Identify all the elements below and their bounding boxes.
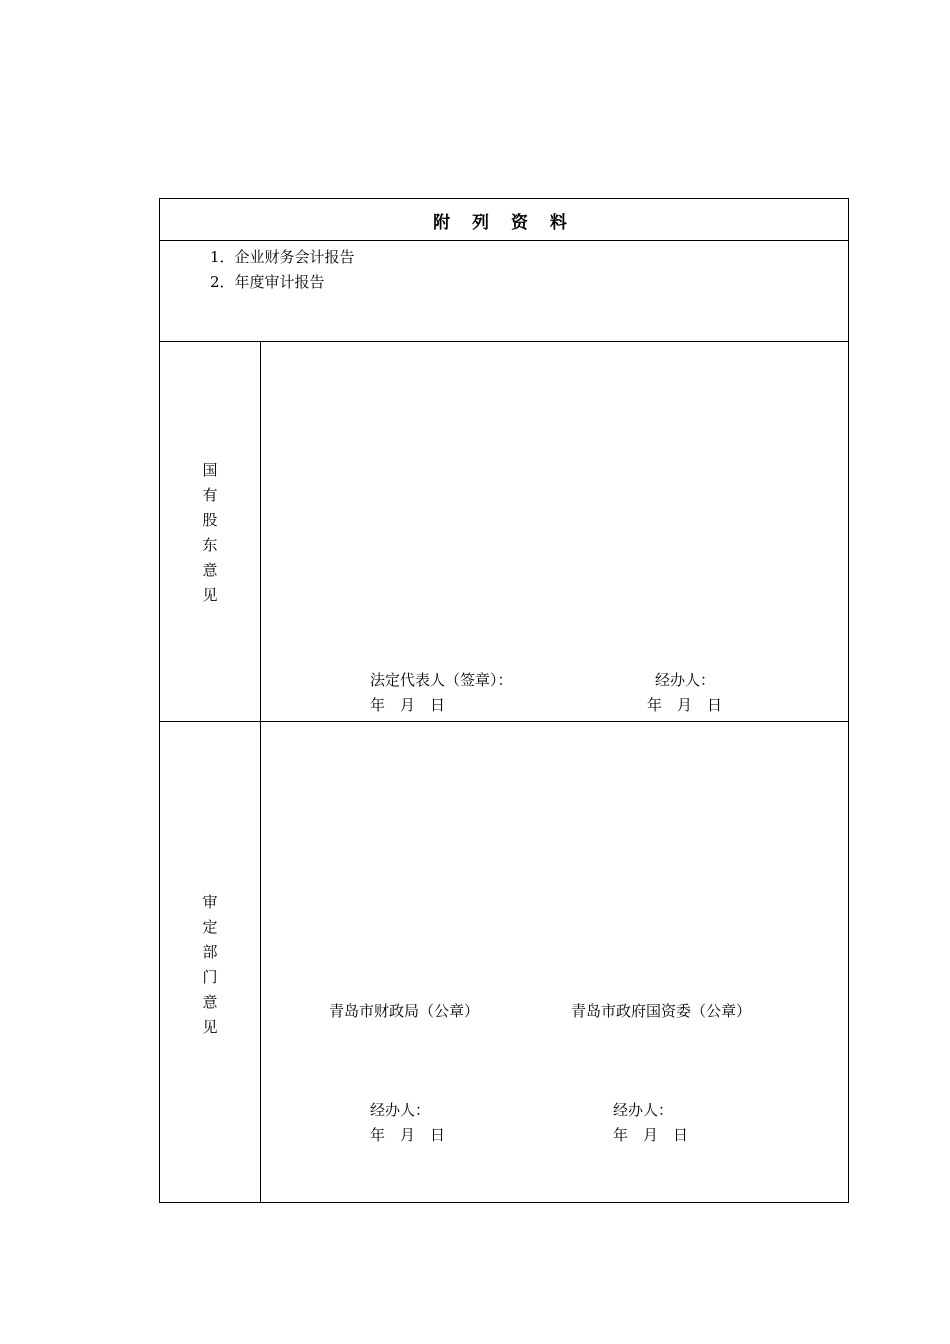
shareholder-handler-label: 经办人： — [655, 671, 716, 689]
label-char: 意 — [202, 993, 218, 1011]
label-char: 定 — [202, 918, 218, 936]
review-date-left: 年 月 日 — [370, 1126, 446, 1144]
form-title: 附 列 资 料 — [433, 213, 575, 233]
shareholder-opinion-label — [160, 458, 260, 608]
label-char: 部 — [202, 943, 218, 961]
review-opinion-label — [160, 890, 260, 1040]
label-column-divider — [260, 341, 261, 1202]
label-char: 股 — [202, 511, 218, 529]
review-date-right: 年 月 日 — [613, 1126, 689, 1144]
shareholder-date-right: 年 月 日 — [647, 696, 723, 714]
label-char: 见 — [202, 586, 218, 604]
attachments-divider — [160, 341, 848, 342]
attachment-item-1: 1．企业财务会计报告 — [210, 248, 355, 266]
label-char: 审 — [202, 893, 218, 911]
legal-rep-signature-label: 法定代表人（签章）： — [370, 671, 513, 689]
label-char: 东 — [202, 536, 218, 554]
attachment-form-table — [159, 198, 849, 1203]
review-handler-right-label: 经办人： — [613, 1101, 674, 1119]
label-char: 国 — [202, 461, 218, 479]
sasac-seal-label: 青岛市政府国资委（公章） — [571, 1002, 752, 1020]
attachment-item-2: 2．年度审计报告 — [210, 273, 325, 291]
label-char: 见 — [202, 1018, 218, 1036]
title-divider — [160, 240, 848, 241]
review-handler-left-label: 经办人： — [370, 1101, 431, 1119]
finance-bureau-seal-label: 青岛市财政局（公章） — [329, 1002, 480, 1020]
shareholder-date-left: 年 月 日 — [370, 696, 446, 714]
section-divider — [160, 721, 848, 722]
label-char: 有 — [202, 486, 218, 504]
label-char: 意 — [202, 561, 218, 579]
label-char: 门 — [202, 968, 218, 986]
